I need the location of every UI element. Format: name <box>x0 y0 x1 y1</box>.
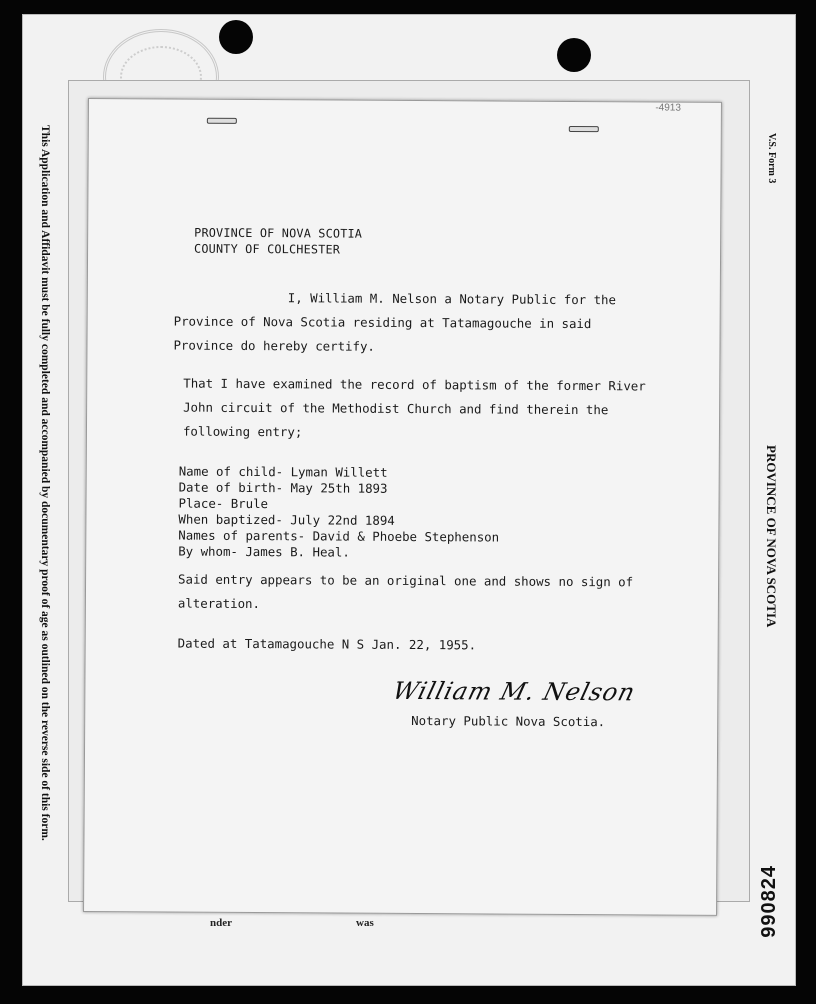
notary-title: Notary Public Nova Scotia. <box>411 712 606 730</box>
entry-by-whom: By whom- James B. Heal. <box>178 543 350 560</box>
punch-hole-left <box>219 20 253 54</box>
entry-parents: Names of parents- David & Phoebe Stephenson <box>178 527 500 545</box>
notary-signature: William M. Nelson <box>389 676 639 707</box>
entry-place: Place- Brule <box>178 495 269 512</box>
record-line-2: John circuit of the Methodist Church and find therein the <box>183 399 609 418</box>
dated-line: Dated at Tatamagouche N S Jan. 22, 1955. <box>177 635 477 653</box>
heading-province: PROVINCE OF NOVA SCOTIA <box>194 225 363 241</box>
province-banner: PROVINCE OF NOVA SCOTIA <box>764 445 779 628</box>
record-line-1: That I have examined the record of baptism of the former River <box>183 375 646 394</box>
statement-line-2: alteration. <box>177 595 261 612</box>
record-line-3: following entry; <box>182 423 303 440</box>
serial-number: 990824 <box>758 865 780 938</box>
heading-county: COUNTY OF COLCHESTER <box>194 241 341 257</box>
fragment-nder: nder <box>210 917 232 929</box>
notary-certificate <box>83 98 722 916</box>
entry-baptized: When baptized- July 22nd 1894 <box>178 511 395 528</box>
fragment-was: was <box>356 917 374 929</box>
statement-line-1: Said entry appears to be an original one and shows no sign of <box>178 571 634 590</box>
intro-line-3: Province do hereby certify. <box>173 337 375 354</box>
punch-hole-right <box>557 38 591 72</box>
intro-line-2: Province of Nova Scotia residing at Tatamagouche in said <box>173 313 592 332</box>
staple-right <box>569 126 599 132</box>
intro-line-1: I, William M. Nelson a Notary Public for the <box>287 290 617 308</box>
entry-child-name: Name of child- Lyman Willett <box>178 463 388 480</box>
entry-date-of-birth: Date of birth- May 25th 1893 <box>178 479 388 496</box>
form-instructions-side-note: This Application and Affidavit must be fully completed and accompanied by documentary proof of age as outlined on the reverse side of this form. <box>39 125 51 841</box>
form-number-label: V.S. Form 3 <box>766 133 777 184</box>
staple-left <box>207 118 237 124</box>
page-mark: -4913 <box>655 102 681 114</box>
